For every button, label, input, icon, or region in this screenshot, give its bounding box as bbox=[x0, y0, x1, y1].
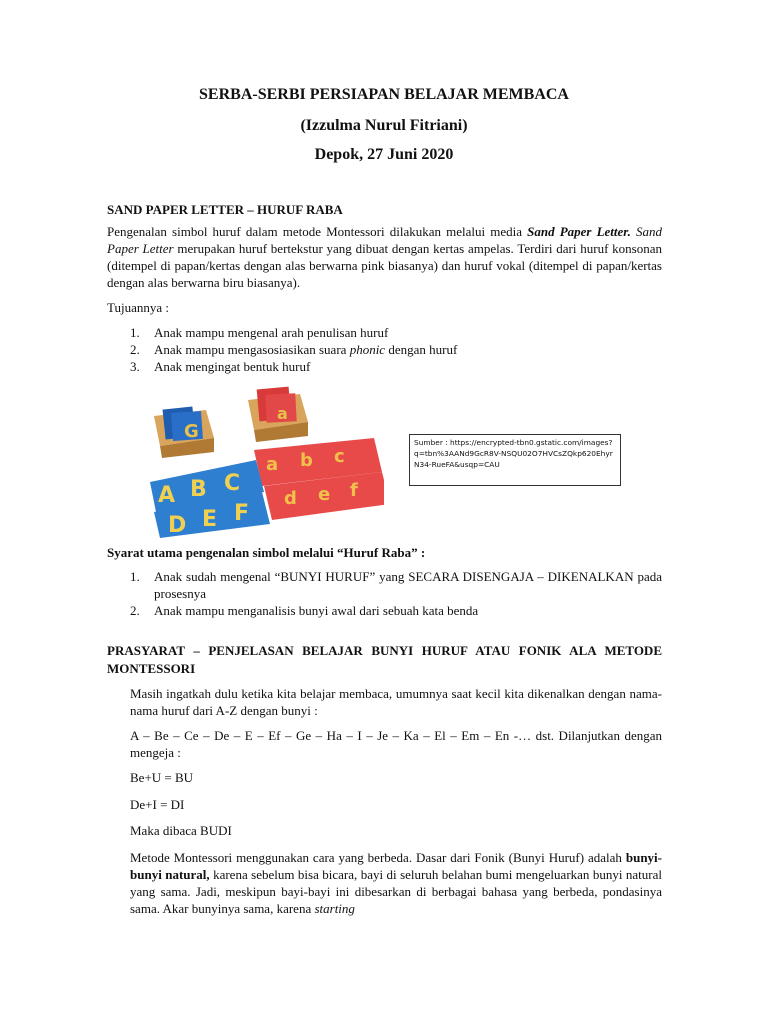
list-item bbox=[130, 324, 662, 341]
intro-text-1: Pengenalan simbol huruf dalam metode Montessori dilakukan melalui media bbox=[107, 224, 528, 239]
list-number: 1. bbox=[130, 569, 140, 584]
list-text: Anak mampu mengasosiasikan suara bbox=[154, 342, 350, 357]
intro-bold-term: Sand Paper Letter. bbox=[527, 224, 631, 239]
sandpaper-letters-image bbox=[150, 386, 384, 538]
board-letter: c bbox=[334, 446, 345, 467]
intro-paragraph bbox=[107, 223, 662, 291]
board-letter: E bbox=[202, 507, 218, 532]
list-number: 1. bbox=[130, 325, 140, 340]
list-item bbox=[130, 341, 662, 358]
list-text: Anak mampu mengenal arah penulisan huruf bbox=[154, 325, 389, 340]
wooden-box-red-icon bbox=[248, 387, 308, 442]
section-heading-prasyarat: PRASYARAT – PENJELASAN BELAJAR BUNYI HURUF ATAU FONIK ALA METODE MONTESSORI bbox=[107, 643, 662, 676]
list-text: Anak mengingat bentuk huruf bbox=[154, 359, 311, 374]
list-italic: phonic bbox=[349, 342, 386, 357]
section-heading-syarat: Syarat utama pengenalan simbol melalui “Huruf Raba” : bbox=[107, 545, 426, 560]
spelling-result: Maka dibaca BUDI bbox=[130, 823, 232, 838]
tile-letter-red: a bbox=[277, 404, 288, 423]
list-item bbox=[130, 602, 662, 619]
blue-letter-board bbox=[150, 460, 270, 538]
board-letter: A bbox=[158, 483, 176, 508]
goals-list bbox=[130, 324, 662, 375]
wooden-box-blue-icon bbox=[154, 407, 214, 458]
list-number: 3. bbox=[130, 359, 140, 374]
board-letter: a bbox=[266, 454, 279, 475]
paragraph-text: karena sebelum bisa bicara, bayi di seluruh belahan bumi mengeluarkan bunyi natural yang sama. Jadi, meskipun bayi-bayi ini dibesarkan di berbagai bahasa yang berbeda, pondasinya sama. Akar bunyinya sama, karena bbox=[130, 867, 662, 916]
section-heading-sand-paper: SAND PAPER LETTER – HURUF RABA bbox=[107, 202, 343, 217]
spelling-example-2: De+I = DI bbox=[130, 797, 185, 812]
document-title: SERBA-SERBI PERSIAPAN BELAJAR MEMBACA bbox=[199, 86, 569, 103]
paragraph-montessori-method bbox=[130, 849, 662, 917]
board-letter: B bbox=[190, 477, 207, 502]
list-text: Anak sudah mengenal “BUNYI HURUF” yang SECARA DISENGAJA – DIKENALKAN pada prosesnya bbox=[154, 569, 662, 601]
board-letter: b bbox=[300, 450, 313, 471]
board-letter: C bbox=[224, 471, 241, 496]
list-number: 2. bbox=[130, 603, 140, 618]
spelling-example-1: Be+U = BU bbox=[130, 770, 194, 785]
board-letter: d bbox=[284, 488, 297, 509]
list-number: 2. bbox=[130, 342, 140, 357]
intro-text-2: merupakan huruf bertekstur yang dibuat dengan kertas ampelas. Terdiri dari huruf konsonan (ditempel di papan/kertas dengan alas berwarna pink biasanya) dan huruf vokal (ditempel di papan/kertas dengan alas berwarna biru biasanya). bbox=[107, 241, 662, 290]
author-line: (Izzulma Nurul Fitriani) bbox=[300, 117, 468, 134]
image-source-box: Sumber : https://encrypted-tbn0.gstatic.com/images?q=tbn%3AANd9GcR8V-NSQU02O7HVCsZQkp620EhyrN34-RueFA&usqp=CAU bbox=[409, 434, 621, 486]
board-letter: D bbox=[168, 513, 187, 538]
list-item bbox=[130, 568, 662, 602]
paragraph-masih-ingat: Masih ingatkah dulu ketika kita belajar membaca, umumnya saat kecil kita dikenalkan dengan nama-nama huruf dari A-Z dengan bunyi : bbox=[130, 686, 662, 718]
paragraph-text: Metode Montessori menggunakan cara yang berbeda. Dasar dari Fonik (Bunyi Huruf) adalah bbox=[130, 850, 626, 865]
tujuan-label: Tujuannya : bbox=[107, 300, 169, 315]
intro-italic-term: Sand Paper Letter bbox=[107, 224, 663, 256]
red-letter-board bbox=[254, 438, 384, 520]
date-line: Depok, 27 Juni 2020 bbox=[314, 146, 454, 163]
paragraph-alphabet-sounds: A – Be – Ce – De – E – Ef – Ge – Ha – I – Je – Ka – El – Em – En -… dst. Dilanjutkan dengan mengeja : bbox=[130, 728, 662, 760]
paragraph-bold: bunyi-bunyi natural, bbox=[130, 850, 662, 882]
tile-letter-blue: G bbox=[184, 421, 199, 442]
list-item bbox=[130, 358, 662, 375]
syarat-list bbox=[130, 568, 662, 619]
list-text: dengan huruf bbox=[385, 342, 458, 357]
list-text: Anak mampu menganalisis bunyi awal dari sebuah kata benda bbox=[154, 603, 479, 618]
paragraph-italic: starting bbox=[314, 901, 355, 916]
board-letter: e bbox=[318, 484, 331, 505]
board-letter: F bbox=[234, 501, 250, 526]
board-letter: f bbox=[350, 480, 358, 501]
